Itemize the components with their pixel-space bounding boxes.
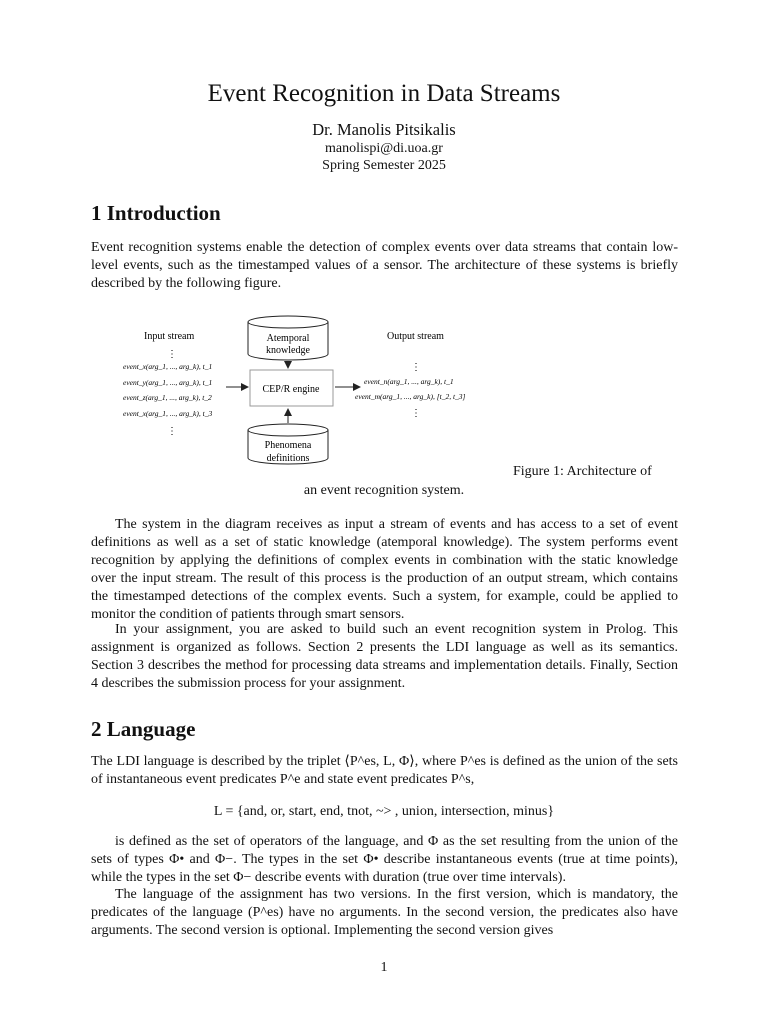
ellipsis-icon: ⋮ — [411, 362, 421, 373]
definitions-label-2: definitions — [266, 453, 310, 464]
language-paragraph-2: is defined as the set of operators of the language, and Φ as the set resulting from the union of the sets of types Φ• and Φ−. The types in the set Φ• describe instantaneous events (true at time points), while the types in the set Φ− describe events with duration (true over time intervals). — [91, 834, 678, 885]
definitions-label-1: Phenomena — [264, 440, 312, 451]
ellipsis-icon: ⋮ — [167, 426, 177, 437]
knowledge-label-2: knowledge — [266, 345, 310, 356]
architecture-diagram — [110, 310, 490, 470]
author-email: manolispi@di.uoa.gr — [325, 141, 443, 156]
input-stream-label: Input stream — [144, 331, 195, 342]
atemporal-knowledge-cylinder — [248, 316, 328, 360]
page-number: 1 — [380, 960, 388, 975]
input-event-4: event_x(arg_1, ..., arg_k), t_3 — [123, 409, 213, 418]
operator-set-equation: L = {and, or, start, end, tnot, ~> , union, intersection, minus} — [213, 804, 555, 819]
ellipsis-icon: ⋮ — [167, 349, 177, 360]
figure-caption-part-1: Figure 1: Architecture of — [513, 464, 652, 479]
author-name: Dr. Manolis Pitsikalis — [312, 120, 456, 139]
input-event-2: event_y(arg_1, ..., arg_k), t_1 — [123, 378, 213, 387]
intro-paragraph-1: Event recognition systems enable the detection of complex events over data streams that contain low-level events, such as the timestamped values of a sensor. The architecture of these systems is briefly described by the following figure. — [91, 240, 678, 291]
section-title: Introduction — [106, 201, 221, 225]
input-event-3: event_z(arg_1, ..., arg_k), t_2 — [123, 393, 212, 402]
phenomena-definitions-cylinder — [248, 424, 328, 464]
output-event-2: event_m(arg_1, ..., arg_k), [t_2, t_3] — [355, 392, 466, 401]
language-paragraph-1: The LDI language is described by the triplet ⟨P^es, L, Φ⟩, where P^es is defined as the union of the sets of instantaneous event predicates P^e and state event predicates P^s, — [91, 754, 678, 787]
section-heading-introduction — [91, 201, 221, 226]
knowledge-label-1: Atemporal — [266, 333, 310, 344]
section-title: Language — [106, 717, 196, 741]
section-number: 2 — [91, 717, 102, 741]
section-number: 1 — [91, 201, 102, 225]
paper-title: Event Recognition in Data Streams — [207, 80, 561, 107]
semester: Spring Semester 2025 — [322, 158, 446, 173]
section-heading-language — [91, 717, 195, 742]
output-stream-label: Output stream — [387, 331, 444, 342]
intro-paragraph-3: In your assignment, you are asked to build such an event recognition system in Prolog. This assignment is organized as follows. Section 2 presents the LDI language as well as its semantics. Section 3 describes the method for processing data streams and implementation details. Finally, Section 4 describes the submission process for your assignment. — [91, 622, 678, 691]
language-paragraph-3: The language of the assignment has two versions. In the first version, which is mandatory, the predicates of the language (P^es) have no arguments. In the second version, the predicates also have arguments. The second version is optional. Implementing the second version gives — [91, 887, 678, 938]
figure-caption-part-2: an event recognition system. — [303, 483, 465, 498]
engine-label: CEP/R engine — [262, 384, 320, 395]
ellipsis-icon: ⋮ — [411, 408, 421, 419]
output-event-1: event_n(arg_1, ..., arg_k), t_1 — [364, 377, 454, 386]
input-event-1: event_x(arg_1, ..., arg_k), t_1 — [123, 362, 213, 371]
intro-paragraph-2: The system in the diagram receives as input a stream of events and has access to a set of event definitions as well as a set of static knowledge (atemporal knowledge). The system performs event recognition by applying the definitions of complex events in combination with the static knowledge over the input stream. The result of this process is the production of an output stream, which contains the timestamped detections of the complex events. Such a system, for example, could be applied to monitor the condition of patients through smart sensors. — [91, 517, 678, 622]
